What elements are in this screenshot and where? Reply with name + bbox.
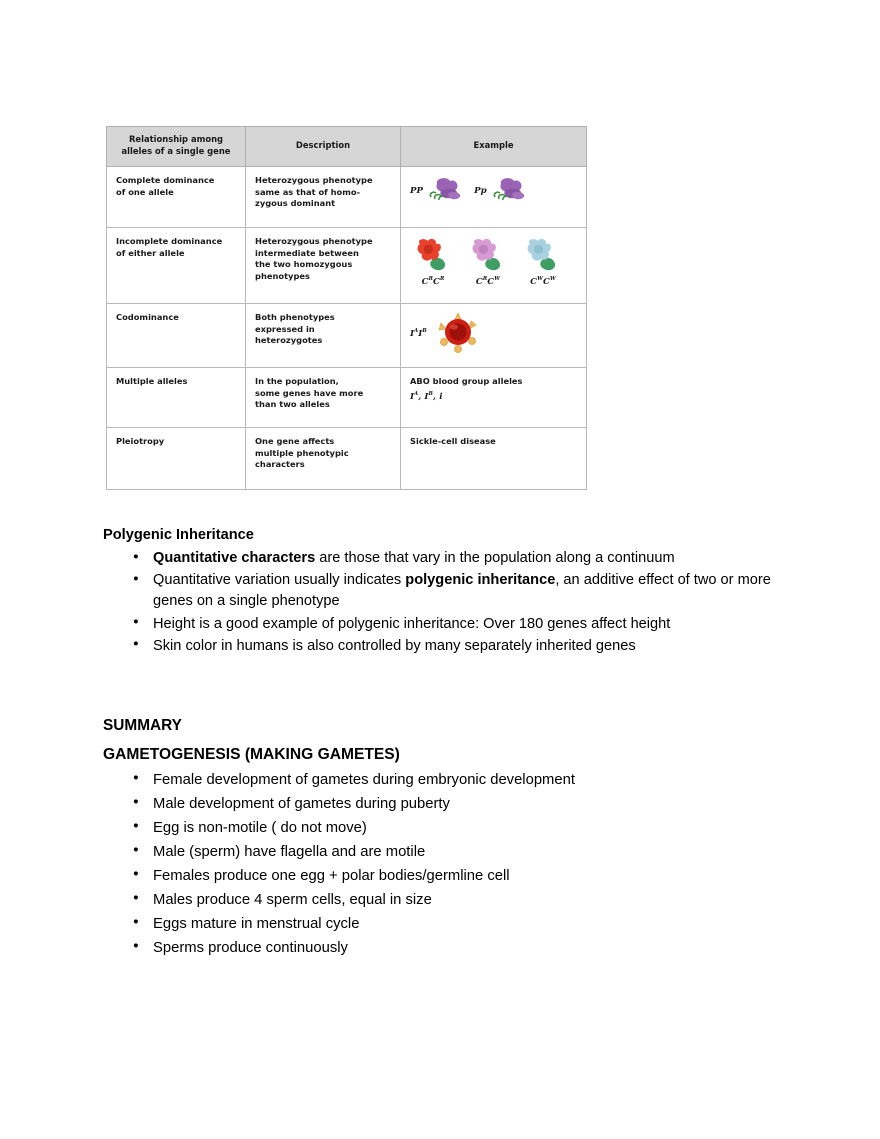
description-line: One gene affects <box>255 435 335 446</box>
polygenic-heading: Polygenic Inheritance <box>103 527 254 543</box>
genotype-label: Pp <box>474 185 487 196</box>
cell-example: Sickle-cell disease <box>401 427 587 489</box>
cell-example <box>401 227 587 303</box>
snapdragon-red-icon <box>410 236 456 274</box>
list-item: ● Male (sperm) have flagella and are motile <box>103 842 793 863</box>
cell-description <box>246 227 401 303</box>
list-item: ● Height is a good example of polygenic inheritance: Over 180 genes affect height <box>103 614 793 635</box>
cell-example <box>401 166 587 227</box>
description-line: Heterozygous phenotype <box>255 235 373 246</box>
pea-flower-icon <box>489 175 529 205</box>
list-item <box>103 570 793 612</box>
polygenic-section <box>103 525 793 658</box>
abo-alleles: $I^A$, $I^B$, i <box>410 390 443 402</box>
description-line: characters <box>255 459 305 470</box>
pea-flower-Pp <box>474 175 529 205</box>
header-example: Example <box>401 127 587 167</box>
table-header-row <box>107 127 587 167</box>
bullet-text-pre: Quantitative variation usually indicates <box>153 572 406 589</box>
cell-description <box>246 166 401 227</box>
relationship-line1: Codominance <box>116 311 179 322</box>
cell-example <box>401 367 587 427</box>
pea-flower-PP <box>410 175 465 205</box>
list-item: ● Females produce one egg + polar bodies/germline cell <box>103 866 793 887</box>
cell-description <box>246 427 401 489</box>
blood-cell-icon <box>436 312 480 352</box>
cell-relationship <box>107 166 246 227</box>
table-row <box>107 427 587 489</box>
list-item <box>103 548 793 569</box>
description-line: zygous dominant <box>255 198 336 209</box>
table-row <box>107 166 587 227</box>
description-line: intermediate between <box>255 247 359 258</box>
cell-example <box>401 303 587 367</box>
cell-description <box>246 303 401 367</box>
description-line: the two homozygous <box>255 259 353 270</box>
header-description: Description <box>246 127 401 167</box>
list-item: ● Skin color in humans is also controlled by many separately inherited genes <box>103 636 793 657</box>
list-item: ● Eggs mature in menstrual cycle <box>103 914 793 935</box>
bullet-text-post: , an additive effect of two or more genes on a single phenotype <box>153 572 771 610</box>
relationship-line1: Complete dominance <box>116 174 215 185</box>
cell-relationship <box>107 227 246 303</box>
genotype-label: PP <box>410 185 424 196</box>
gametogenesis-bullet-list <box>103 770 793 959</box>
header-relationship-line2: alleles of a single gene <box>121 145 231 156</box>
description-line: phenotypes <box>255 271 310 282</box>
summary-section <box>103 715 793 962</box>
description-line: Heterozygous phenotype <box>255 174 373 185</box>
description-line: expressed in <box>255 323 315 334</box>
gametogenesis-heading: GAMETOGENESIS (MAKING GAMETES) <box>103 746 400 764</box>
list-item: ● Males produce 4 sperm cells, equal in size <box>103 890 793 911</box>
description-line: heterozygotes <box>255 335 323 346</box>
description-line: than two alleles <box>255 399 330 410</box>
description-line: Both phenotypes <box>255 311 335 322</box>
bullet-bold-mid: polygenic inheritance <box>405 572 556 589</box>
cell-relationship <box>107 303 246 367</box>
bullet-text: are those that vary in the population along a continuum <box>315 550 675 567</box>
alleles-relationship-table <box>106 126 587 490</box>
table-row <box>107 227 587 303</box>
genotype-label-CRCW: $C^RC^W$ <box>475 275 501 287</box>
abo-label: ABO blood group alleles <box>410 375 523 386</box>
genotype-label-CWCW: $C^WC^W$ <box>530 275 556 287</box>
list-item: ● Sperms produce continuously <box>103 938 793 959</box>
description-line: same as that of homo- <box>255 186 361 197</box>
bullet-bold-prefix: Quantitative characters <box>153 550 316 567</box>
list-item: ● Female development of gametes during embryonic development <box>103 770 793 791</box>
cell-relationship <box>107 367 246 427</box>
description-line: some genes have more <box>255 387 364 398</box>
relationship-line1: Incomplete dominance <box>116 235 223 246</box>
list-item: ● Male development of gametes during puberty <box>103 794 793 815</box>
pea-flower-icon <box>425 175 465 205</box>
table-row <box>107 303 587 367</box>
genotype-label-IAIB: $I^AI^B$ <box>410 327 427 339</box>
description-line: In the population, <box>255 375 339 386</box>
polygenic-bullet-list <box>103 548 793 657</box>
relationship-line2: of one allele <box>116 186 174 197</box>
cell-description <box>246 367 401 427</box>
relationship-line2: of either allele <box>116 247 185 258</box>
table-row <box>107 367 587 427</box>
snapdragon-white-icon <box>520 236 566 274</box>
alleles-relationship-figure <box>106 126 556 475</box>
summary-heading: SUMMARY <box>103 717 182 734</box>
header-relationship-line1: Relationship among <box>128 134 224 144</box>
cell-relationship <box>107 427 246 489</box>
description-line: multiple phenotypic <box>255 447 349 458</box>
header-relationship <box>107 127 246 167</box>
relationship-line1: Pleiotropy <box>116 435 165 446</box>
genotype-label-CRCR: $C^RC^R$ <box>421 275 445 287</box>
list-item: ● Egg is non-motile ( do not move) <box>103 818 793 839</box>
relationship-line1: Multiple alleles <box>116 375 188 386</box>
snapdragon-pink-icon <box>465 236 511 274</box>
